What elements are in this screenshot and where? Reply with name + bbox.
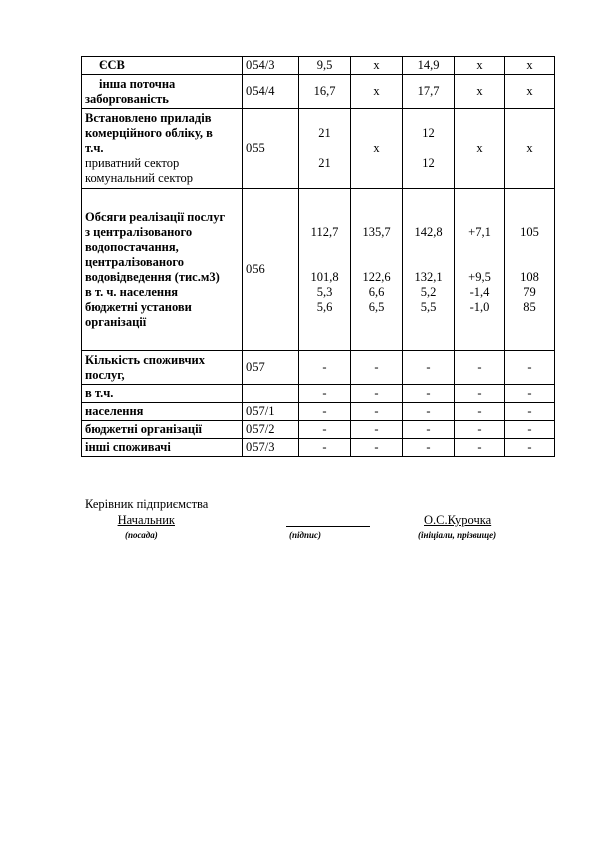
row-value: 142,8 132,1 5,2 5,5 — [403, 189, 455, 351]
table-row — [82, 351, 555, 385]
row-code: 057/1 — [243, 403, 299, 421]
row-name: Кількість споживчих послуг, — [82, 351, 243, 385]
row-value: 16,7 — [299, 75, 351, 109]
row-value: - — [351, 439, 403, 457]
row-value: - — [351, 403, 403, 421]
row-value: 17,7 — [403, 75, 455, 109]
row-value: x — [351, 109, 403, 189]
row-value: - — [505, 351, 555, 385]
row-value: 105 108 79 85 — [505, 189, 555, 351]
row-name: інша поточна заборгованість — [82, 75, 243, 109]
row-value: x — [505, 75, 555, 109]
row-value: - — [505, 385, 555, 403]
signatory-name: О.С.Курочка — [424, 513, 492, 527]
row-value: - — [403, 421, 455, 439]
row-value: - — [505, 439, 555, 457]
row-code: 056 — [243, 189, 299, 351]
row-value: - — [351, 385, 403, 403]
row-name: в т.ч. — [82, 385, 243, 403]
row-value: - — [351, 351, 403, 385]
table-row — [82, 189, 555, 351]
row-name: населення — [82, 403, 243, 421]
position-value: Начальник — [117, 513, 175, 527]
row-code: 055 — [243, 109, 299, 189]
row-value: - — [455, 351, 505, 385]
row-value: 9,5 — [299, 57, 351, 75]
row-value: x — [455, 109, 505, 189]
row-name: бюджетні організації — [82, 421, 243, 439]
row-value: - — [403, 351, 455, 385]
row-code: 057/2 — [243, 421, 299, 439]
position-caption: (посада) — [125, 530, 158, 540]
row-value: - — [455, 385, 505, 403]
row-value: - — [403, 403, 455, 421]
row-value: - — [505, 421, 555, 439]
row-code: 054/3 — [243, 57, 299, 75]
row-value: x — [455, 75, 505, 109]
row-value: - — [299, 439, 351, 457]
row-value: 21 21 — [299, 109, 351, 189]
row-value: +7,1 +9,5 -1,4 -1,0 — [455, 189, 505, 351]
table-row — [82, 439, 555, 457]
row-value: - — [455, 439, 505, 457]
row-code: 054/4 — [243, 75, 299, 109]
signature-caption: (підпис) — [289, 530, 321, 540]
row-value: x — [455, 57, 505, 75]
row-value: x — [351, 57, 403, 75]
row-value: 12 12 — [403, 109, 455, 189]
row-value: - — [403, 439, 455, 457]
row-value: 135,7 122,6 6,6 6,5 — [351, 189, 403, 351]
row-value: 112,7 101,8 5,3 5,6 — [299, 189, 351, 351]
row-value: - — [351, 421, 403, 439]
row-value: - — [299, 351, 351, 385]
row-name: Встановлено приладів комерційного обліку, в т.ч. приватний сектор комунальний сектор — [82, 109, 243, 189]
signature-line — [286, 526, 370, 527]
row-name: інші споживачі — [82, 439, 243, 457]
row-name: ЄСВ — [82, 57, 243, 75]
row-value: x — [505, 57, 555, 75]
row-value: - — [299, 403, 351, 421]
row-code: 057/3 — [243, 439, 299, 457]
row-code: 057 — [243, 351, 299, 385]
table-row — [82, 57, 555, 75]
row-value: - — [505, 403, 555, 421]
row-value: - — [299, 385, 351, 403]
row-value: x — [351, 75, 403, 109]
row-name: Обсяги реалізації послуг з централізованого водопостачання, централізованого водовідведення (тис.м3) в т. ч. населення бюджетні установи організації — [82, 189, 243, 351]
table-row — [82, 385, 555, 403]
row-value: - — [403, 385, 455, 403]
row-value: 14,9 — [403, 57, 455, 75]
table-row — [82, 75, 555, 109]
row-value: - — [455, 403, 505, 421]
report-table — [81, 56, 555, 457]
table-row — [82, 421, 555, 439]
row-value: - — [299, 421, 351, 439]
table-row — [82, 403, 555, 421]
row-value: x — [505, 109, 555, 189]
name-caption: (ініціали, прізвище) — [418, 530, 497, 540]
row-code — [243, 385, 299, 403]
table-row — [82, 109, 555, 189]
row-value: - — [455, 421, 505, 439]
head-label: Керівник підприємства — [85, 497, 209, 511]
